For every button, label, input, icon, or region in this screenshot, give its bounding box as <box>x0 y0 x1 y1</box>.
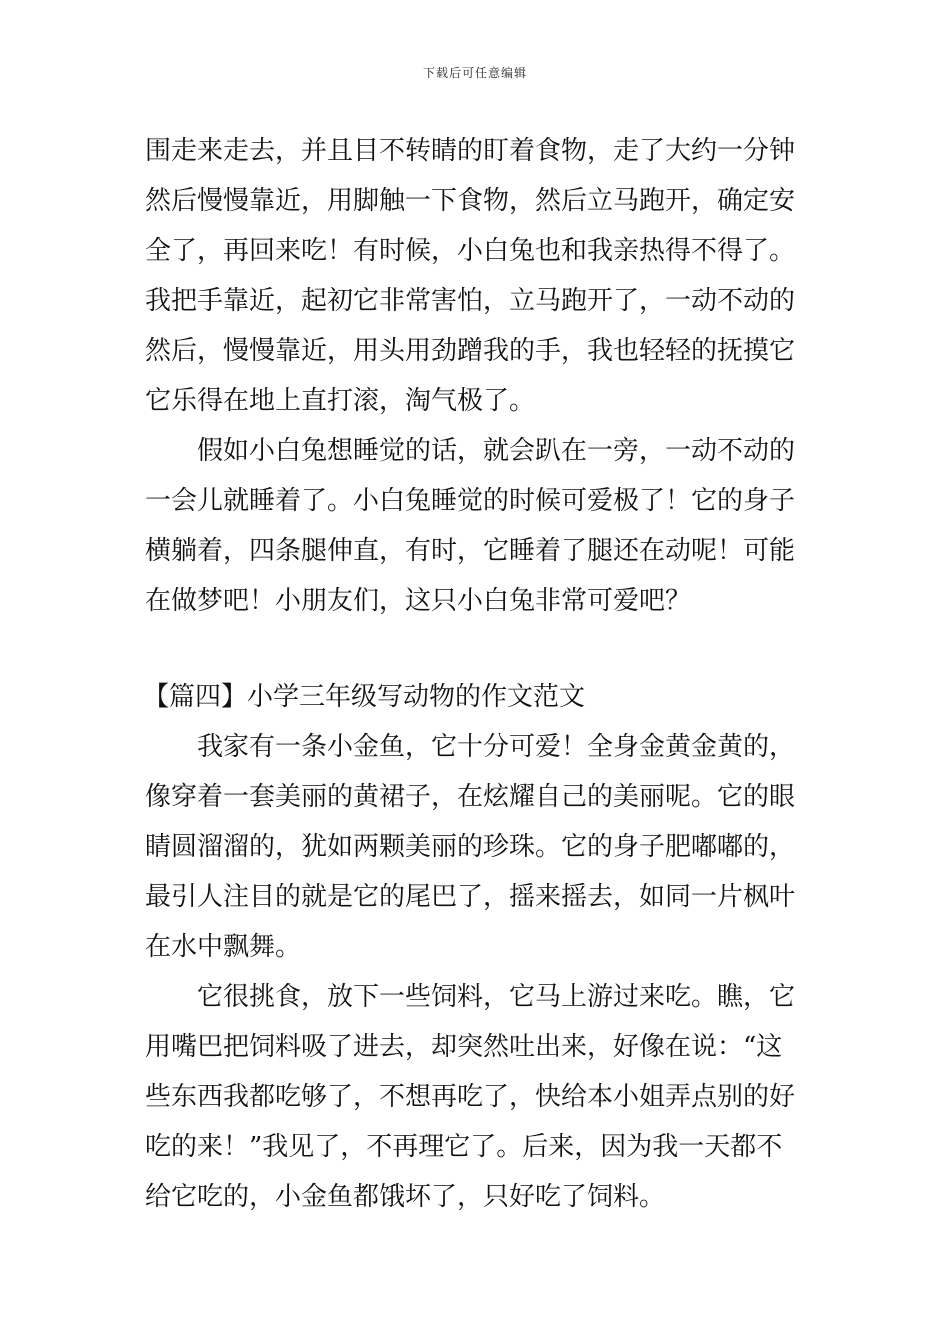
text-line: 然后慢慢靠近，用脚触一下食物，然后立马跑开，确定安 <box>145 186 796 216</box>
text-line: 全了，再回来吃！有时候，小白兔也和我亲热得不得了。 <box>145 236 796 266</box>
text-line: 用嘴巴把饲料吸了进去，却突然吐出来，好像在说：“这 <box>145 1032 783 1062</box>
paragraph <box>145 126 810 426</box>
text-line: 些东西我都吃够了，不想再吃了，快给本小姐弄点别的好 <box>145 1082 796 1112</box>
text-line: 横躺着，四条腿伸直，有时，它睡着了腿还在动呢！可能 <box>145 536 796 566</box>
text-line: 像穿着一套美丽的黄裙子，在炫耀自己的美丽呢。它的眼 <box>145 782 796 812</box>
paragraph <box>145 426 810 626</box>
paragraph <box>145 722 810 972</box>
text-line: 给它吃的，小金鱼都饿坏了，只好吃了饲料。 <box>145 1182 666 1212</box>
text-line: 围走来走去，并且目不转睛的盯着食物，走了大约一分钟 <box>145 136 796 166</box>
text-line: 睛圆溜溜的，犹如两颗美丽的珍珠。它的身子肥嘟嘟的， <box>145 832 796 862</box>
page-header: 下载后可任意编辑 <box>422 66 527 80</box>
text-line: 假如小白兔想睡觉的话，就会趴在一旁，一动不动的 <box>197 436 796 466</box>
section-spacer <box>145 626 810 672</box>
text-line: 在做梦吧！小朋友们，这只小白兔非常可爱吧？ <box>145 586 692 616</box>
text-line: 在水中飘舞。 <box>145 932 302 962</box>
text-line: 最引人注目的就是它的尾巴了，摇来摇去，如同一片枫叶 <box>145 882 796 912</box>
text-line: 它很挑食，放下一些饲料，它马上游过来吃。瞧，它 <box>197 982 796 1012</box>
text-line: 一会儿就睡着了。小白兔睡觉的时候可爱极了！它的身子 <box>145 486 796 516</box>
text-line: 我把手靠近，起初它非常害怕，立马跑开了，一动不动的 <box>145 286 796 316</box>
document-body <box>145 126 810 1222</box>
text-line: 它乐得在地上直打滚，淘气极了。 <box>145 386 536 416</box>
text-line: 我家有一条小金鱼，它十分可爱！全身金黄金黄的， <box>197 732 796 762</box>
text-line: 然后，慢慢靠近，用头用劲蹭我的手，我也轻轻的抚摸它 <box>145 336 796 366</box>
section-heading: 【篇四】小学三年级写动物的作文范文 <box>143 682 586 712</box>
text-line: 吃的来！”我见了，不再理它了。后来，因为我一天都不 <box>145 1132 783 1162</box>
paragraph <box>145 972 810 1222</box>
